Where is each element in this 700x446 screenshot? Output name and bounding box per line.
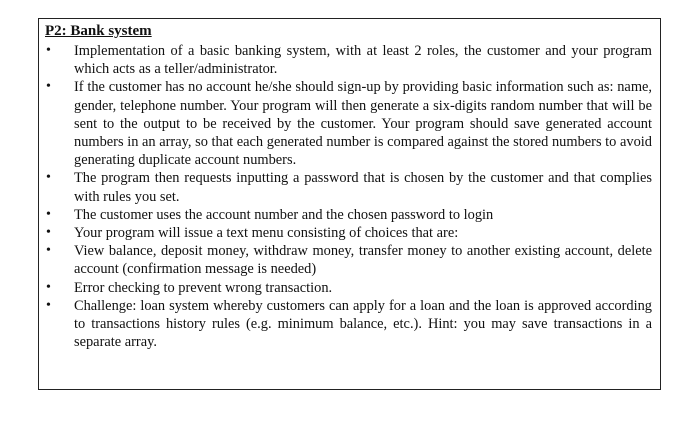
list-item-text: If the customer has no account he/she should sign-up by providing basic information such as: name, gender, telephone number. Your program will then generate a six-digits random number that will be sent to the output to be received by the customer. Your program should save generated account numbers in an array, so that each generated number is compared against the stored numbers to avoid generating duplicate account numbers. (74, 79, 652, 169)
bullet-icon: • (46, 279, 51, 295)
list-item (45, 78, 652, 169)
list-item-text: Challenge: loan system whereby customers can apply for a loan and the loan is approved according to transactions history rules (e.g. minimum balance, etc.). Hint: you may save transactions in a separate array. (74, 297, 652, 351)
list-item (45, 42, 652, 78)
list-item-text: View balance, deposit money, withdraw money, transfer money to another existing account, delete account (confirmation message is needed) (74, 243, 652, 278)
bullet-icon: • (46, 243, 51, 259)
list-item-text: Error checking to prevent wrong transaction. (74, 279, 333, 296)
list-item-text: Implementation of a basic banking system, with at least 2 roles, the customer and your program which acts as a teller/administrator. (74, 43, 652, 78)
bullet-icon: • (46, 225, 51, 241)
list-item (45, 297, 652, 352)
list-item (45, 169, 652, 205)
list-item-text: Your program will issue a text menu consisting of choices that are: (74, 225, 459, 242)
assignment-box (38, 18, 661, 390)
list-item (45, 224, 652, 242)
list-item (45, 242, 652, 278)
bullet-icon: • (46, 170, 51, 186)
list-item (45, 279, 652, 297)
section-title: P2: Bank system (45, 23, 152, 39)
requirements-list (45, 42, 652, 351)
list-item (45, 206, 652, 224)
list-item-text: The program then requests inputting a password that is chosen by the customer and that complies with rules you set. (74, 170, 652, 205)
bullet-icon: • (46, 43, 51, 58)
bullet-icon: • (46, 79, 51, 95)
bullet-icon: • (46, 297, 51, 313)
list-item-text: The customer uses the account number and the chosen password to login (74, 206, 494, 223)
bullet-icon: • (46, 206, 51, 222)
